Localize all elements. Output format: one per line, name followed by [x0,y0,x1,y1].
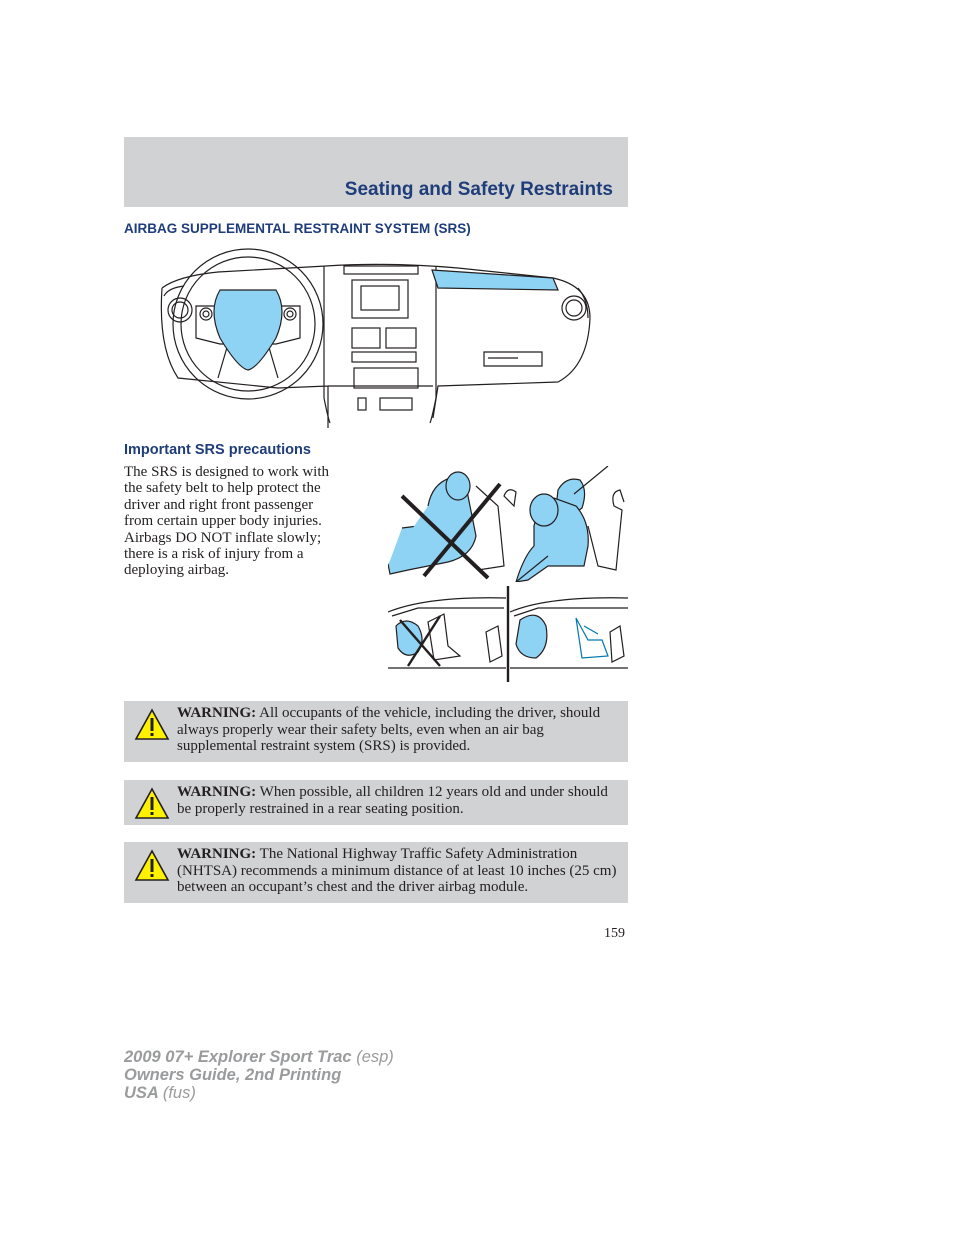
body-line: Airbags DO NOT inflate slowly; [124,529,322,546]
body-line: there is a risk of injury from a [124,546,304,563]
body-line: the safety belt to help protect the [124,480,321,497]
warning-triangle-icon [134,707,170,743]
body-line: deploying airbag. [124,562,229,579]
page-number: 159 [604,926,625,941]
body-line: driver and right front passenger [124,496,314,513]
footer-model-code: (esp) [356,1048,394,1066]
section-title: AIRBAG SUPPLEMENTAL RESTRAINT SYSTEM (SRS) [124,221,471,236]
occupant-position-illustration [388,466,628,582]
dashboard-airbag-illustration [158,248,594,428]
footer-model: 2009 07+ Explorer Sport Trac [124,1048,352,1066]
warning-box [124,842,628,903]
warning-box [124,780,628,825]
footer-market: USA [124,1084,159,1102]
chapter-title: Seating and Safety Restraints [344,179,613,200]
footer-market-code: (fus) [162,1084,196,1102]
warning-label: WARNING: [177,705,257,721]
warning-label: WARNING: [177,846,257,862]
warning-box [124,701,628,762]
warning-triangle-icon [134,848,170,884]
warning-text: When possible, all children 12 years old and under should be properly restrained in a rear seating position. [177,784,608,817]
subsection-title: Important SRS precautions [124,442,311,458]
warning-triangle-icon [134,786,170,822]
body-paragraph [124,464,364,579]
chapter-header-band [124,137,628,207]
footer-edition: Owners Guide, 2nd Printing [124,1066,342,1084]
vehicle-sideview-illustration [388,586,628,682]
warning-label: WARNING: [177,784,257,800]
warning-text: All occupants of the vehicle, including the driver, should always properly wear their safety belts, even when an air bag supplemental restraint system (SRS) is provided. [177,705,601,755]
document-footer [124,1048,394,1102]
body-line: from certain upper body injuries. [124,513,322,530]
warning-text: The National Highway Traffic Safety Administration (NHTSA) recommends a minimum distance of at least 10 inches (25 cm) between an occupant’s chest and the driver airbag module. [177,846,617,896]
body-line: The SRS is designed to work with [124,464,329,480]
